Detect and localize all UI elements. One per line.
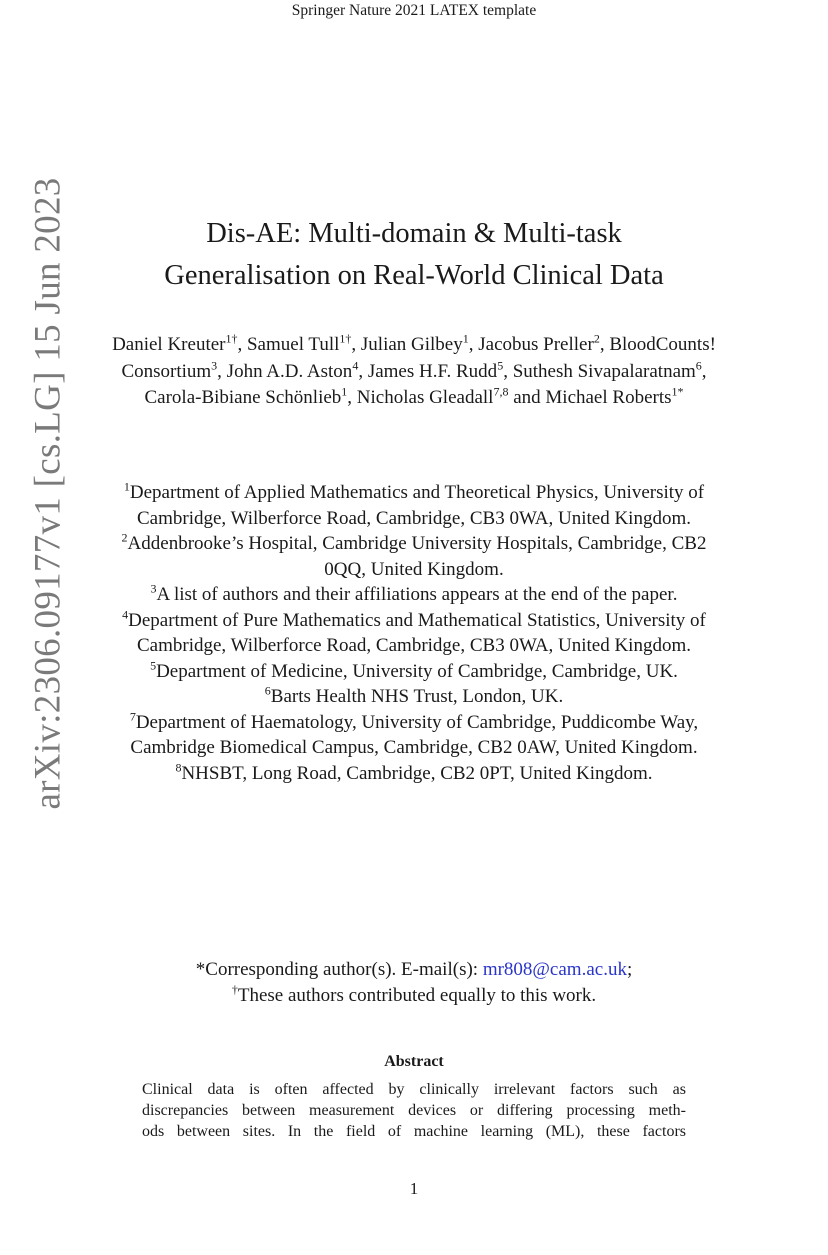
author-affiliation-mark: 1* [671,384,684,399]
affiliation [110,531,718,582]
affiliation-text: NHSBT, Long Road, Cambridge, CB2 0PT, United Kingdom. [181,762,653,784]
equal-contribution-text: These authors contributed equally to this work. [237,985,597,1006]
paper-title [100,213,728,297]
author-affiliation-mark: 1† [225,331,238,346]
affiliation-number: 5 [150,658,157,673]
title-line-1: Dis-AE: Multi-domain & Multi-task [206,218,622,249]
corresponding-mark: * [195,959,206,980]
author-affiliation-mark: 4 [352,358,359,373]
author-name: Samuel Tull [246,334,340,355]
abstract-heading: Abstract [384,1053,444,1070]
affiliation-text: A list of authors and their affiliations appears at the end of the paper. [156,584,678,605]
author-name: Jacobus Preller [478,334,594,355]
corresponding-author-note [110,957,718,983]
affiliation-number: 1 [123,479,130,494]
author-affiliation-mark: 3 [211,358,218,373]
author-name: Suthesh Sivapalaratnam [512,360,696,382]
author-name: Daniel Kreuter [112,334,226,355]
author-list: Daniel Kreuter$^{1\dagger}$, Samuel Tull$^{1\dagger}$, Julian Gilbey$^1$, Jacobus Preller$^2$, BloodCounts! Consortium$^3$, John A.D. Aston$^4$, James H.F. Rudd$^5$, Suthesh Sivapalaratnam$^6$, Carola-Bibiane Schönlieb$^1$, Nicholas Gleadall$^{7,8}$ and Michael Roberts$^{1*}$ [112,331,716,408]
affiliation [110,582,718,608]
author-affiliation-mark: 7,8 [493,384,509,399]
affiliation [110,761,718,787]
equal-contribution-note [110,983,718,1009]
affiliation [110,480,718,531]
author-affiliation-mark: 6 [695,358,702,373]
abstract-body [142,1079,686,1142]
corresponding-suffix: ; [626,959,633,980]
affiliation [110,659,718,685]
author-affiliation-mark: 1† [339,331,352,346]
author-notes [110,957,718,1009]
author-affiliation-mark: 1 [462,331,469,346]
author-name: Julian Gilbey [360,334,463,355]
affiliation-list [110,480,718,786]
affiliation-number: 8 [175,760,182,775]
corresponding-prefix: Corresponding author(s). E-mail(s): [205,959,483,980]
affiliation-text: Department of Haematology, University of Cambridge, Puddicombe Way, Cambridge Biomedical Campus, Cambridge, CB2 0AW, United Kingdom. [130,711,699,758]
affiliation-text: Addenbrooke’s Hospital, Cambridge University Hospitals, Cambridge, CB2 0QQ, United Kingdom. [127,533,707,580]
author-name: Carola-Bibiane Schönlieb [144,387,342,408]
affiliation-number: 6 [264,683,271,698]
affiliation-number: 3 [150,581,157,596]
author-affiliation-mark: 5 [497,358,504,373]
arxiv-stamp [24,168,72,818]
email-link[interactable]: mr808@cam.ac.uk [482,959,627,980]
affiliation-number: 7 [129,709,136,724]
page-number: 1 [409,1179,419,1198]
affiliation-text: Department of Applied Mathematics and Theoretical Physics, University of Cambridge, Wilberforce Road, Cambridge, CB3 0WA, United Kingdom. [129,482,705,529]
affiliation-text: Department of Medicine, University of Cambridge, Cambridge, UK. [156,660,678,682]
affiliation-text: Barts Health NHS Trust, London, UK. [270,686,564,707]
abstract-line: ods between sites. In the field of machine learning (ML), these factors [142,1123,686,1140]
affiliation [110,684,718,710]
abstract-line: Clinical data is often affected by clinically irrelevant factors such as [142,1081,686,1098]
arxiv-identifier: arXiv:2306.09177v1 [cs.LG] 15 Jun 2023 [27,176,69,810]
title-line-2: Generalisation on Real-World Clinical Data [164,260,664,291]
author-name: James H.F. Rudd [367,360,498,382]
author-affiliation-mark: 1 [341,384,348,399]
equal-contribution-mark: † [231,982,238,997]
affiliation-number: 2 [121,530,128,545]
affiliation [110,710,718,761]
running-header: Springer Nature 2021 LATEX template [291,2,537,19]
author-name: Michael Roberts [545,387,672,408]
affiliation-number: 4 [122,607,129,622]
author-name: BloodCounts! Consortium [121,334,716,382]
affiliation [110,608,718,659]
abstract-line: discrepancies between measurement devices or differing processing meth- [142,1102,686,1119]
author-name: Nicholas Gleadall [356,387,494,408]
author-affiliation-mark: 2 [593,331,600,346]
author-name: John A.D. Aston [226,360,353,382]
affiliation-text: Department of Pure Mathematics and Mathematical Statistics, University of Cambridge, Wilberforce Road, Cambridge, CB3 0WA, United Kingdom. [128,609,706,656]
